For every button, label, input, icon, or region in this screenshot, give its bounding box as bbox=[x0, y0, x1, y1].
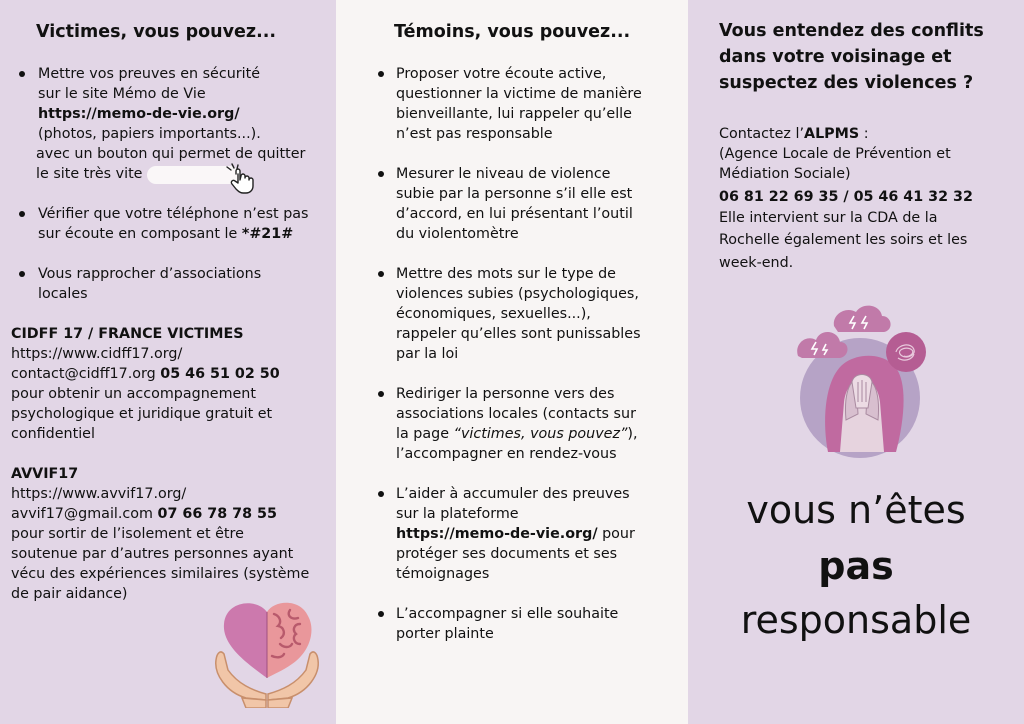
victims-title: Victimes, vous pouvez... bbox=[36, 22, 277, 42]
witness-b5-line: sur la plateforme bbox=[396, 506, 519, 522]
witness-b6-line: porter plainte bbox=[396, 626, 494, 642]
cidff-contact bbox=[11, 364, 280, 384]
bullet bbox=[378, 271, 384, 277]
bullet bbox=[19, 271, 25, 277]
avvif-desc: vécu des expériences similaires (système bbox=[11, 566, 310, 582]
contact-text: : bbox=[859, 126, 869, 142]
witness-b4-line bbox=[396, 424, 638, 444]
alpms-contact bbox=[719, 124, 869, 144]
alpms-desc: Elle intervient sur la CDA de la bbox=[719, 210, 938, 226]
victims-b3-line: Vous rapprocher d’associations bbox=[38, 266, 262, 282]
witness-b5-line: L’aider à accumuler des preuves bbox=[396, 486, 630, 502]
slogan-line-2: pas bbox=[818, 544, 894, 588]
victims-b1-line: avec un bouton qui permet de quitter bbox=[36, 146, 306, 162]
witness-b4-line: l’accompagner en rendez-vous bbox=[396, 446, 617, 462]
victims-panel bbox=[0, 0, 336, 724]
alpms-agency: (Agence Locale de Prévention et bbox=[719, 146, 951, 162]
witnesses-panel bbox=[336, 0, 688, 724]
witness-b4-text: ), bbox=[627, 426, 638, 442]
bullet bbox=[378, 171, 384, 177]
cidff-desc: pour obtenir un accompagnement bbox=[11, 386, 256, 402]
cidff-desc: confidentiel bbox=[11, 426, 95, 442]
heart-brain-hands-illustration bbox=[212, 594, 322, 708]
avvif-desc: pour sortir de l’isolement et être bbox=[11, 526, 244, 542]
alpms-name: ALPMS bbox=[804, 126, 860, 142]
hand-cursor-icon bbox=[222, 162, 258, 194]
witness-b3-line: rappeler qu’elles sont punissables bbox=[396, 326, 641, 342]
bullet bbox=[378, 491, 384, 497]
witness-b3-line: violences subies (psychologiques, bbox=[396, 286, 639, 302]
victims-b2-text: sur écoute en composant le bbox=[38, 226, 242, 242]
neighbours-title: Vous entendez des conflits bbox=[719, 21, 984, 41]
witness-b5-line: témoignages bbox=[396, 566, 490, 582]
witness-b6-line: L’accompagner si elle souhaite bbox=[396, 606, 619, 622]
alpms-agency: Médiation Sociale) bbox=[719, 166, 851, 182]
neighbours-title: dans votre voisinage et bbox=[719, 47, 952, 67]
cidff-phone[interactable]: 05 46 51 02 50 bbox=[160, 366, 280, 382]
alpms-phones[interactable]: 06 81 22 69 35 / 05 46 41 32 32 bbox=[719, 189, 973, 205]
memo-de-vie-link[interactable]: https://memo-de-vie.org/ bbox=[38, 106, 240, 122]
contact-text: Contactez l’ bbox=[719, 126, 804, 142]
witness-b1-line: bienveillante, lui rappeler qu’elle bbox=[396, 106, 632, 122]
witness-b5-text: pour bbox=[597, 526, 635, 542]
cidff-name: CIDFF 17 / FRANCE VICTIMES bbox=[11, 326, 244, 342]
bullet bbox=[378, 71, 384, 77]
slogan-line-3: responsable bbox=[740, 598, 972, 642]
witness-b3-line: Mettre des mots sur le type de bbox=[396, 266, 616, 282]
alpms-desc: week-end. bbox=[719, 255, 794, 271]
witness-b2-line: d’accord, en lui présentant l’outil bbox=[396, 206, 633, 222]
neighbours-panel bbox=[688, 0, 1024, 724]
bullet bbox=[19, 211, 25, 217]
witness-b1-line: questionner la victime de manière bbox=[396, 86, 642, 102]
witness-b5-line bbox=[396, 524, 635, 544]
bullet bbox=[19, 71, 25, 77]
victims-b2-line bbox=[38, 224, 293, 244]
witness-b4-line: Rediriger la personne vers des bbox=[396, 386, 615, 402]
avvif-desc: de pair aidance) bbox=[11, 586, 128, 602]
cidff-url[interactable]: https://www.cidff17.org/ bbox=[11, 346, 183, 362]
avvif-email[interactable]: avvif17@gmail.com bbox=[11, 506, 158, 522]
victims-b3-line: locales bbox=[38, 286, 88, 302]
avvif-url[interactable]: https://www.avvif17.org/ bbox=[11, 486, 187, 502]
witness-b2-line: du violentomètre bbox=[396, 226, 519, 242]
memo-de-vie-link[interactable]: https://memo-de-vie.org/ bbox=[396, 526, 598, 542]
bullet bbox=[378, 391, 384, 397]
code-21: *#21# bbox=[241, 226, 294, 242]
distressed-person-illustration bbox=[796, 302, 936, 462]
victims-b2-line: Vérifier que votre téléphone n’est pas bbox=[38, 206, 309, 222]
alpms-desc: Rochelle également les soirs et les bbox=[719, 232, 968, 248]
avvif-contact bbox=[11, 504, 277, 524]
witness-b3-line: par la loi bbox=[396, 346, 459, 362]
witnesses-title: Témoins, vous pouvez... bbox=[394, 22, 631, 42]
cidff-desc: psychologique et juridique gratuit et bbox=[11, 406, 273, 422]
victims-b1-line: sur le site Mémo de Vie bbox=[38, 86, 206, 102]
witness-b4-line: associations locales (contacts sur bbox=[396, 406, 636, 422]
witness-b4-text: la page bbox=[396, 426, 454, 442]
slogan-line-1: vous n’êtes bbox=[746, 488, 966, 532]
neighbours-title: suspectez des violences ? bbox=[719, 73, 974, 93]
witness-b1-line: n’est pas responsable bbox=[396, 126, 553, 142]
avvif-desc: soutenue par d’autres personnes ayant bbox=[11, 546, 294, 562]
avvif-phone[interactable]: 07 66 78 78 55 bbox=[157, 506, 277, 522]
cidff-email[interactable]: contact@cidff17.org bbox=[11, 366, 161, 382]
victims-page-ref: “victimes, vous pouvez” bbox=[453, 426, 628, 442]
witness-b5-line: protéger ses documents et ses bbox=[396, 546, 618, 562]
witness-b1-line: Proposer votre écoute active, bbox=[396, 66, 607, 82]
avvif-name: AVVIF17 bbox=[11, 466, 79, 482]
victims-b1-line: Mettre vos preuves en sécurité bbox=[38, 66, 261, 82]
bullet bbox=[378, 611, 384, 617]
witness-b2-line: subie par la personne s’il elle est bbox=[396, 186, 633, 202]
witness-b3-line: économiques, sexuelles...), bbox=[396, 306, 591, 322]
witness-b2-line: Mesurer le niveau de violence bbox=[396, 166, 611, 182]
victims-b1-line: (photos, papiers importants...). bbox=[38, 126, 261, 142]
victims-b1-line: le site très vite bbox=[36, 166, 143, 182]
